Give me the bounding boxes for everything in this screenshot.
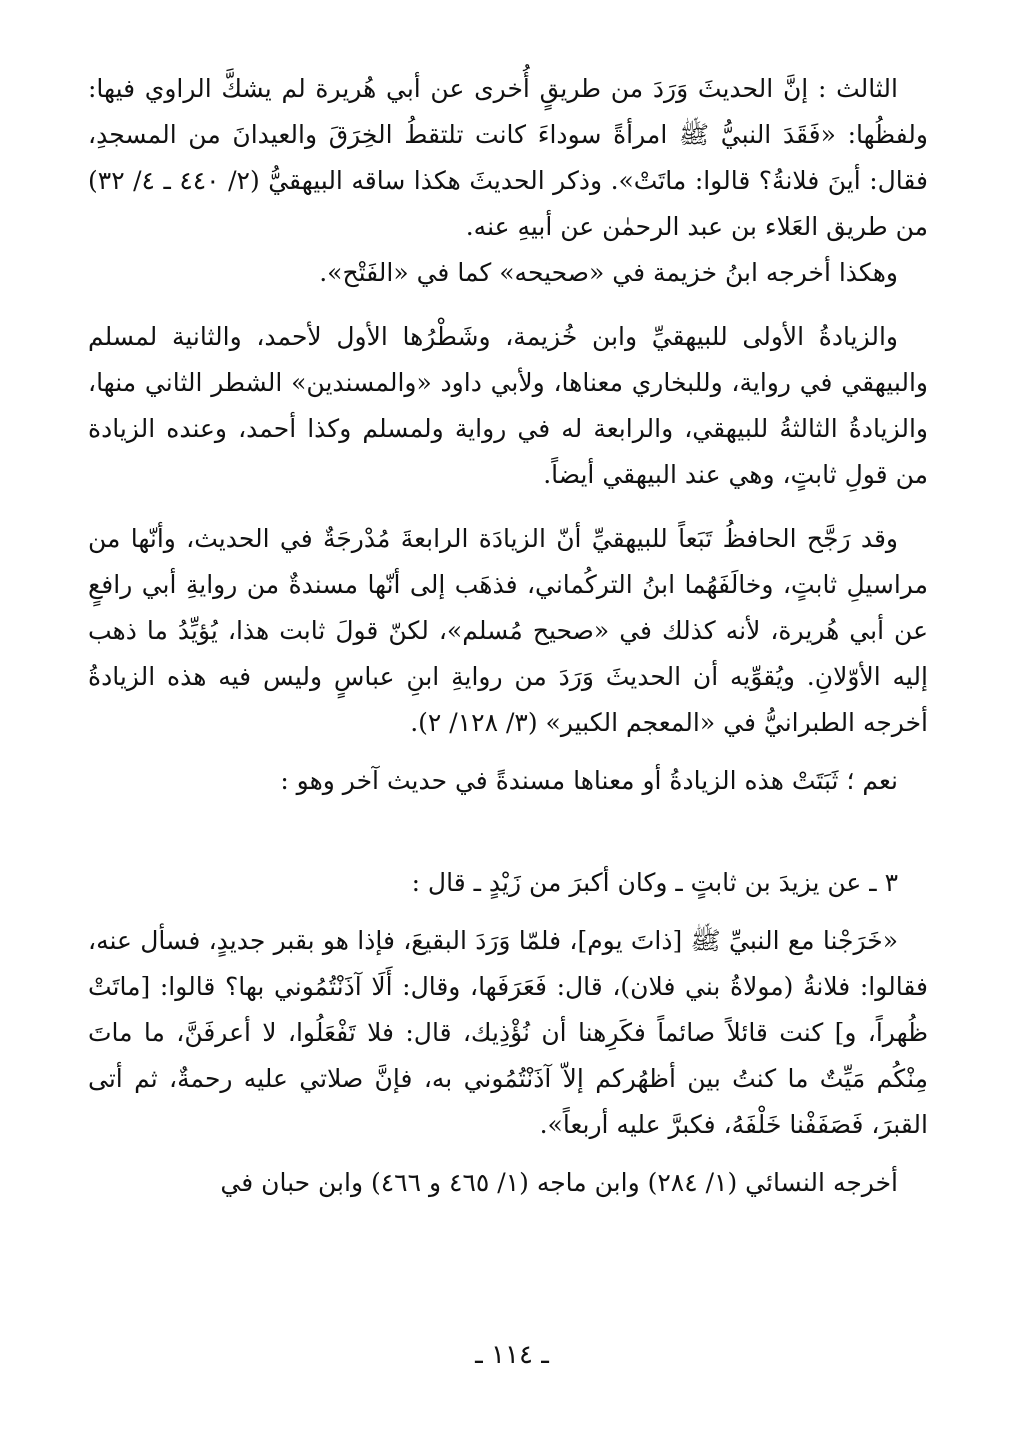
page-number: ـ ١١٤ ـ bbox=[475, 1340, 549, 1370]
paragraph-hafiz-tarjih: وقد رَجَّح الحافظُ تَبَعاً للبيهقيِّ أنّ الزيادَة الرابعةَ مُدْرجَةٌ في الحديث، وأنّها من مراسيلِ ثابتٍ، وخالَفَهُما ابنُ التركُماني، فذهَب إلى أنّها مسندةٌ من روايةِ أبي رافعٍ عن أبي هُريرة، لأنه كذلك في «صحيح مُسلم»، لكنّ قولَ ثابت هذا، يُؤيِّدُ ما ذهب إليه الأوّلانِ. ويُقوِّيه أن الحديثَ وَرَدَ من روايةِ ابنِ عباسٍ وليس فيه هذه الزيادةُ أخرجه الطبرانيُّ في «المعجم الكبير» (٣/ ١٢٨/ ٢). bbox=[88, 524, 928, 737]
paragraph-naam: نعم ؛ ثَبَتَتْ هذه الزيادةُ أو معناها مسندةً في حديث آخر وهو : bbox=[280, 766, 898, 795]
page-body bbox=[88, 66, 928, 1206]
paragraph-third-point: الثالث : إنَّ الحديثَ وَرَدَ من طريقٍ أُخرى عن أبي هُريرة لم يشكَّ الراوي فيها: ولفظُها: «فَقَدَ النبيُّ ﷺ امرأةً سوداءَ كانت تلتقطُ الخِرَقَ والعيدانَ من المسجدِ، فقال: أينَ فلانةُ؟ قالوا: ماتَتْ». وذكر الحديثَ هكذا ساقه البيهقيُّ (٢/ ٤٤٠ ـ ٤/ ٣٢) من طريق العَلاء بن عبد الرحمٰن عن أبيهِ عنه. bbox=[88, 74, 929, 241]
paragraph-ibn-khuzaymah: وهكذا أخرجه ابنُ خزيمة في «صحيحه» كما في «الفَتْح». bbox=[319, 258, 898, 287]
paragraph-takhrij: أخرجه النسائي (١/ ٢٨٤) وابن ماجه (١/ ٤٦٥ و ٤٦٦) وابن حبان في bbox=[220, 1168, 898, 1197]
hadith-text: «خَرَجْنا مع النبيِّ ﷺ [ذاتَ يوم]، فلمّا وَرَدَ البقيعَ، فإذا هو بقبر جديدٍ، فسأل عنه، فقالوا: فلانةُ (مولاةُ بني فلان)، قال: فَعَرَفَها، وقال: أَلَا آذَنْتُمُوني بها؟ قالوا: [ماتَتْ ظُهراً، و] كنت قائلاً صائماً فكَرِهنا أن نُؤْذِيك، قال: فلا تَفْعَلُوا، لا أعرفَنَّ، ما ماتَ مِنْكُم مَيِّتٌ ما كنتُ بين أظهُركم إلاّ آذَنْتُمُوني به، فإنَّ صلاتي عليه رحمةٌ، ثم أتى القبرَ، فَصَفَفْنا خَلْفَهُ، فكبرَّ عليه أربعاً». bbox=[88, 926, 928, 1139]
hadith-heading: ٣ ـ عن يزيدَ بن ثابتٍ ـ وكان أكبرَ من زَيْدٍ ـ قال : bbox=[411, 868, 898, 897]
paragraph-additions: والزيادةُ الأولى للبيهقيِّ وابن خُزيمة، وشَطْرُها الأول لأحمد، والثانية لمسلم والبيهقي في رواية، وللبخاري معناها، ولأبي داود «والمسندين» الشطر الثاني منها، والزيادةُ الثالثةُ للبيهقي، والرابعة له في رواية ولمسلم وكذا أحمد، وعنده الزيادة من قولِ ثابتٍ، وهي عند البيهقي أيضاً. bbox=[88, 322, 928, 489]
